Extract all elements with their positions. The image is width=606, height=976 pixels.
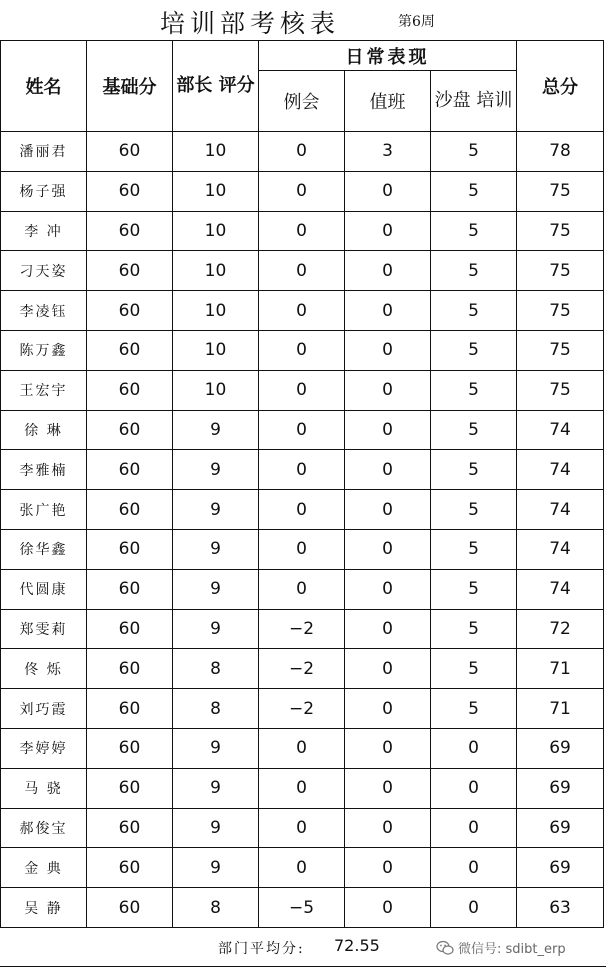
header-duty: 值班 bbox=[345, 71, 431, 132]
sandtable-cell: 5 bbox=[431, 410, 517, 450]
base-cell: 60 bbox=[87, 251, 173, 291]
header-base: 基础分 bbox=[87, 41, 173, 132]
table-row bbox=[1, 649, 604, 689]
duty-cell: 0 bbox=[345, 450, 431, 490]
duty-cell: 0 bbox=[345, 330, 431, 370]
head-score-cell: 9 bbox=[173, 410, 259, 450]
name-cell: 徐 琳 bbox=[1, 410, 87, 450]
duty-cell: 0 bbox=[345, 649, 431, 689]
head-score-cell: 9 bbox=[173, 728, 259, 768]
average-label: 部门平均分: bbox=[218, 941, 305, 957]
name-cell: 李婷婷 bbox=[1, 728, 87, 768]
head-score-cell: 8 bbox=[173, 689, 259, 729]
total-cell: 69 bbox=[517, 728, 604, 768]
sandtable-cell: 0 bbox=[431, 888, 517, 928]
base-cell: 60 bbox=[87, 211, 173, 251]
base-cell: 60 bbox=[87, 171, 173, 211]
sandtable-cell: 5 bbox=[431, 450, 517, 490]
base-cell: 60 bbox=[87, 132, 173, 172]
name-cell: 金 典 bbox=[1, 848, 87, 888]
sandtable-cell: 5 bbox=[431, 370, 517, 410]
base-cell: 60 bbox=[87, 609, 173, 649]
head-score-cell: 9 bbox=[173, 569, 259, 609]
sheet-title: 培训部考核表 bbox=[160, 9, 341, 38]
meeting-cell: 0 bbox=[259, 211, 345, 251]
duty-cell: 0 bbox=[345, 490, 431, 530]
head-score-cell: 9 bbox=[173, 529, 259, 569]
head-score-cell: 9 bbox=[173, 490, 259, 530]
name-cell: 吴 静 bbox=[1, 888, 87, 928]
base-cell: 60 bbox=[87, 888, 173, 928]
head-score-cell: 10 bbox=[173, 370, 259, 410]
duty-cell: 0 bbox=[345, 808, 431, 848]
table-row bbox=[1, 888, 604, 928]
total-cell: 69 bbox=[517, 848, 604, 888]
sandtable-cell: 5 bbox=[431, 569, 517, 609]
sandtable-cell: 5 bbox=[431, 211, 517, 251]
name-cell: 刘巧霞 bbox=[1, 689, 87, 729]
name-cell: 郝俊宝 bbox=[1, 808, 87, 848]
duty-cell: 0 bbox=[345, 529, 431, 569]
duty-cell: 3 bbox=[345, 132, 431, 172]
table-row bbox=[1, 569, 604, 609]
base-cell: 60 bbox=[87, 330, 173, 370]
table-row bbox=[1, 251, 604, 291]
header-sandtable-label: 沙盘 培训 bbox=[434, 90, 513, 111]
sandtable-cell: 5 bbox=[431, 529, 517, 569]
base-cell: 60 bbox=[87, 848, 173, 888]
total-cell: 75 bbox=[517, 330, 604, 370]
sandtable-cell: 5 bbox=[431, 291, 517, 331]
total-cell: 74 bbox=[517, 569, 604, 609]
head-score-cell: 10 bbox=[173, 330, 259, 370]
total-cell: 74 bbox=[517, 450, 604, 490]
name-cell: 李雅楠 bbox=[1, 450, 87, 490]
duty-cell: 0 bbox=[345, 689, 431, 729]
total-cell: 71 bbox=[517, 649, 604, 689]
total-cell: 75 bbox=[517, 211, 604, 251]
meeting-cell: 0 bbox=[259, 848, 345, 888]
name-cell: 王宏宇 bbox=[1, 370, 87, 410]
sandtable-cell: 5 bbox=[431, 649, 517, 689]
table-row bbox=[1, 689, 604, 729]
table-row bbox=[1, 171, 604, 211]
head-score-cell: 9 bbox=[173, 450, 259, 490]
duty-cell: 0 bbox=[345, 768, 431, 808]
watermark-text: 微信号: sdibt_erp bbox=[458, 942, 566, 957]
total-cell: 74 bbox=[517, 529, 604, 569]
meeting-cell: 0 bbox=[259, 370, 345, 410]
total-cell: 75 bbox=[517, 171, 604, 211]
table-row bbox=[1, 490, 604, 530]
base-cell: 60 bbox=[87, 808, 173, 848]
name-cell: 李 冲 bbox=[1, 211, 87, 251]
average-value: 72.55 bbox=[334, 936, 380, 955]
table-row bbox=[1, 529, 604, 569]
total-cell: 71 bbox=[517, 689, 604, 729]
watermark bbox=[436, 938, 566, 957]
name-cell: 佟 烁 bbox=[1, 649, 87, 689]
total-cell: 75 bbox=[517, 291, 604, 331]
duty-cell: 0 bbox=[345, 291, 431, 331]
total-cell: 75 bbox=[517, 370, 604, 410]
base-cell: 60 bbox=[87, 569, 173, 609]
table-row bbox=[1, 609, 604, 649]
base-cell: 60 bbox=[87, 291, 173, 331]
meeting-cell: 0 bbox=[259, 251, 345, 291]
head-score-cell: 9 bbox=[173, 609, 259, 649]
sandtable-cell: 0 bbox=[431, 848, 517, 888]
table-row bbox=[1, 132, 604, 172]
duty-cell: 0 bbox=[345, 370, 431, 410]
meeting-cell: 0 bbox=[259, 490, 345, 530]
name-cell: 张广艳 bbox=[1, 490, 87, 530]
base-cell: 60 bbox=[87, 768, 173, 808]
meeting-cell: 0 bbox=[259, 529, 345, 569]
sandtable-cell: 0 bbox=[431, 768, 517, 808]
duty-cell: 0 bbox=[345, 728, 431, 768]
head-score-cell: 10 bbox=[173, 251, 259, 291]
meeting-cell: −2 bbox=[259, 689, 345, 729]
sandtable-cell: 5 bbox=[431, 251, 517, 291]
meeting-cell: 0 bbox=[259, 291, 345, 331]
score-rows bbox=[1, 132, 604, 928]
name-cell: 刁天姿 bbox=[1, 251, 87, 291]
header-sandtable bbox=[431, 71, 517, 132]
head-score-cell: 10 bbox=[173, 211, 259, 251]
meeting-cell: 0 bbox=[259, 768, 345, 808]
table-row bbox=[1, 450, 604, 490]
total-cell: 63 bbox=[517, 888, 604, 928]
table-row bbox=[1, 768, 604, 808]
sandtable-cell: 0 bbox=[431, 728, 517, 768]
sandtable-cell: 0 bbox=[431, 808, 517, 848]
base-cell: 60 bbox=[87, 529, 173, 569]
base-cell: 60 bbox=[87, 450, 173, 490]
wechat-icon bbox=[436, 940, 454, 956]
week-label: 第6周 bbox=[398, 14, 435, 30]
header-meeting: 例会 bbox=[259, 71, 345, 132]
name-cell: 徐华鑫 bbox=[1, 529, 87, 569]
table-row bbox=[1, 291, 604, 331]
table-row bbox=[1, 728, 604, 768]
total-cell: 74 bbox=[517, 490, 604, 530]
name-cell: 李凌钰 bbox=[1, 291, 87, 331]
total-cell: 69 bbox=[517, 768, 604, 808]
head-score-cell: 10 bbox=[173, 171, 259, 211]
base-cell: 60 bbox=[87, 410, 173, 450]
sandtable-cell: 5 bbox=[431, 132, 517, 172]
sandtable-cell: 5 bbox=[431, 490, 517, 530]
table-row bbox=[1, 808, 604, 848]
total-cell: 72 bbox=[517, 609, 604, 649]
footer bbox=[0, 928, 606, 967]
name-cell: 潘丽君 bbox=[1, 132, 87, 172]
sandtable-cell: 5 bbox=[431, 330, 517, 370]
head-score-cell: 10 bbox=[173, 132, 259, 172]
duty-cell: 0 bbox=[345, 609, 431, 649]
sandtable-cell: 5 bbox=[431, 609, 517, 649]
sandtable-cell: 5 bbox=[431, 171, 517, 211]
head-score-cell: 8 bbox=[173, 649, 259, 689]
meeting-cell: 0 bbox=[259, 728, 345, 768]
base-cell: 60 bbox=[87, 728, 173, 768]
base-cell: 60 bbox=[87, 649, 173, 689]
header-head-score-label: 部长 评分 bbox=[176, 75, 255, 96]
name-cell: 郑雯莉 bbox=[1, 609, 87, 649]
head-score-cell: 9 bbox=[173, 808, 259, 848]
duty-cell: 0 bbox=[345, 251, 431, 291]
total-cell: 69 bbox=[517, 808, 604, 848]
header-total: 总分 bbox=[517, 41, 604, 132]
head-score-cell: 10 bbox=[173, 291, 259, 331]
name-cell: 杨子强 bbox=[1, 171, 87, 211]
total-cell: 75 bbox=[517, 251, 604, 291]
duty-cell: 0 bbox=[345, 848, 431, 888]
header-name: 姓名 bbox=[1, 41, 87, 132]
name-cell: 陈万鑫 bbox=[1, 330, 87, 370]
duty-cell: 0 bbox=[345, 171, 431, 211]
title-bar bbox=[0, 0, 606, 40]
base-cell: 60 bbox=[87, 490, 173, 530]
base-cell: 60 bbox=[87, 370, 173, 410]
duty-cell: 0 bbox=[345, 410, 431, 450]
score-table bbox=[0, 40, 604, 928]
head-score-cell: 8 bbox=[173, 888, 259, 928]
meeting-cell: 0 bbox=[259, 330, 345, 370]
base-cell: 60 bbox=[87, 689, 173, 729]
table-row bbox=[1, 330, 604, 370]
total-cell: 74 bbox=[517, 410, 604, 450]
header-daily-group: 日常表现 bbox=[259, 41, 517, 71]
meeting-cell: 0 bbox=[259, 808, 345, 848]
meeting-cell: 0 bbox=[259, 450, 345, 490]
meeting-cell: 0 bbox=[259, 410, 345, 450]
duty-cell: 0 bbox=[345, 569, 431, 609]
table-row bbox=[1, 410, 604, 450]
table-row bbox=[1, 848, 604, 888]
duty-cell: 0 bbox=[345, 888, 431, 928]
table-row bbox=[1, 370, 604, 410]
head-score-cell: 9 bbox=[173, 848, 259, 888]
duty-cell: 0 bbox=[345, 211, 431, 251]
name-cell: 代圆康 bbox=[1, 569, 87, 609]
name-cell: 马 骁 bbox=[1, 768, 87, 808]
header-head-score bbox=[173, 41, 259, 132]
head-score-cell: 9 bbox=[173, 768, 259, 808]
meeting-cell: −2 bbox=[259, 649, 345, 689]
sandtable-cell: 5 bbox=[431, 689, 517, 729]
table-row bbox=[1, 211, 604, 251]
meeting-cell: −5 bbox=[259, 888, 345, 928]
total-cell: 78 bbox=[517, 132, 604, 172]
meeting-cell: 0 bbox=[259, 171, 345, 211]
meeting-cell: 0 bbox=[259, 132, 345, 172]
meeting-cell: −2 bbox=[259, 609, 345, 649]
meeting-cell: 0 bbox=[259, 569, 345, 609]
